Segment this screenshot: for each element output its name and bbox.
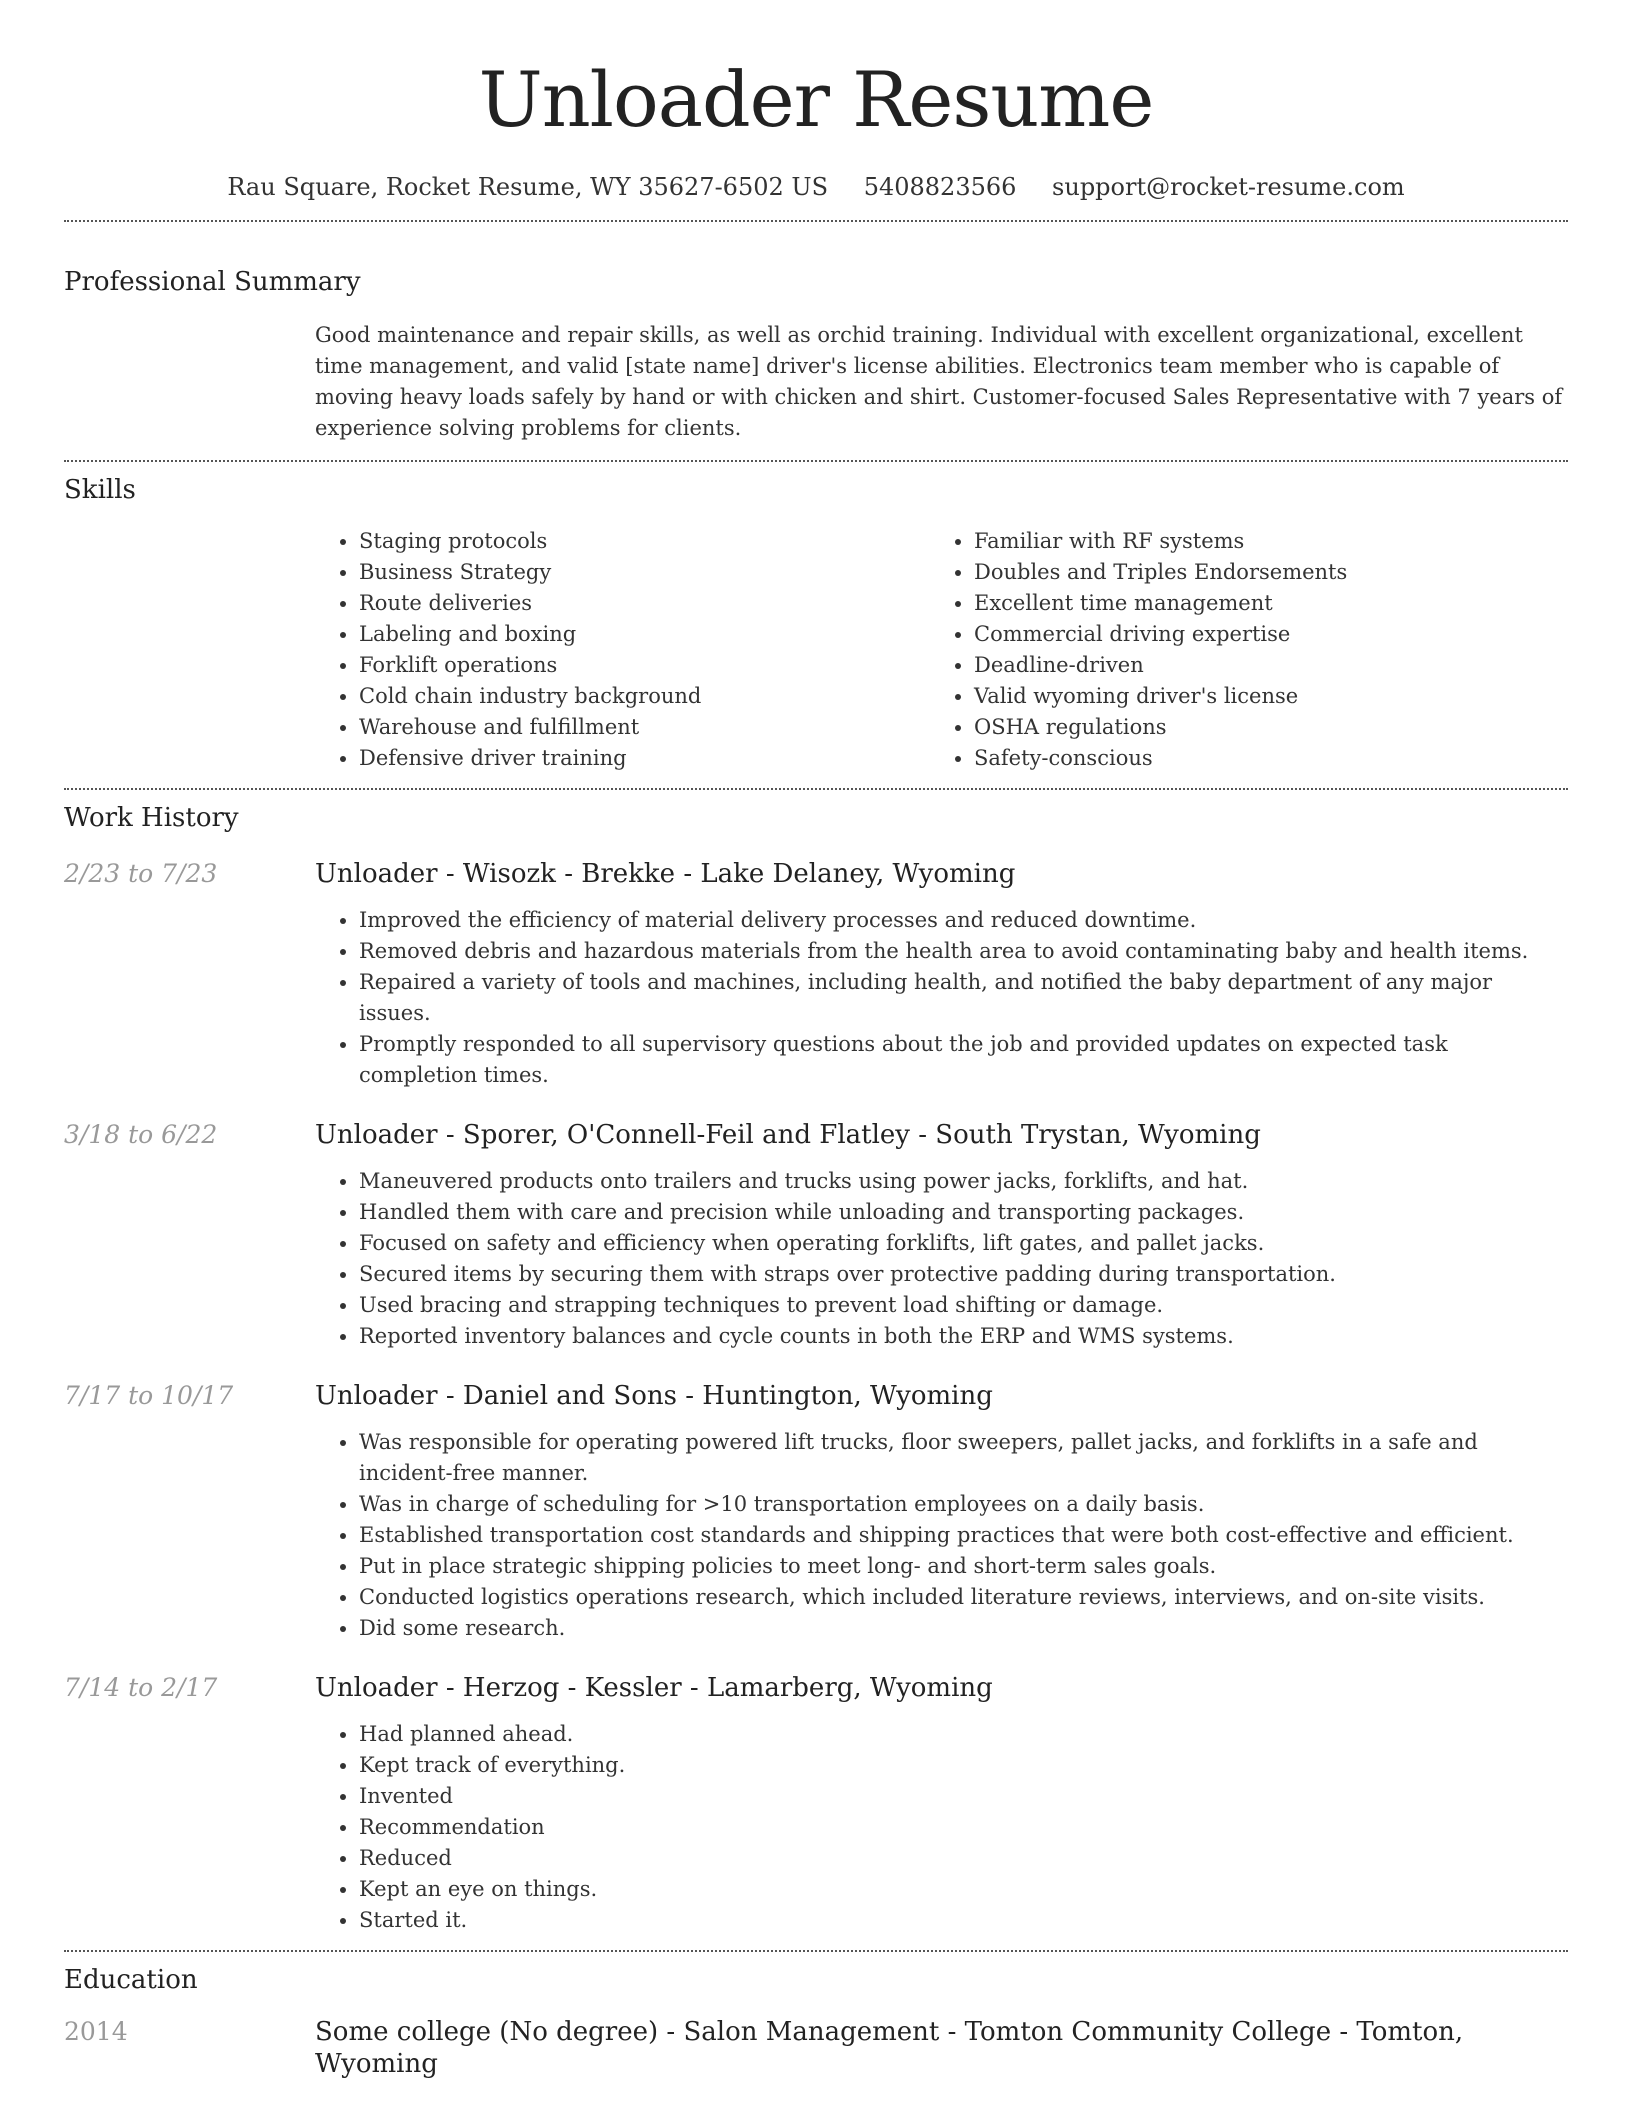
skill-item: • Labeling and boxing [359,619,930,650]
job-title: Unloader - Daniel and Sons - Huntington, Wyoming [315,1381,993,1411]
job-bullet: • Repaired a variety of tools and machines, including health, and notified the baby department of any major issues. [359,967,1568,1029]
skill-item: • Warehouse and fulfillment [359,712,930,743]
job-date: 2/23 to 7/23 [64,859,218,888]
skill-item: • Excellent time management [974,588,1545,619]
skills-heading: Skills [64,475,136,505]
job-bullet: • Kept track of everything. [359,1750,1568,1781]
summary-text: Good maintenance and repair skills, as well as orchid training. Individual with excellent organizational, excellent time management, and valid [state name] driver's license abilities. Electronics team member who is capable of moving heavy loads safely by hand or with chicken and shirt. Customer-focused Sales Representative with 7 years of experience solving problems for clients. [315,323,1563,440]
contact-phone: 5408823566 [863,173,1017,201]
job-bullet: • Was responsible for operating powered lift trucks, floor sweepers, pallet jacks, and forklifts in a safe and incident-free manner. [359,1427,1568,1489]
skill-item: • Staging protocols [359,526,930,557]
divider [64,220,1568,222]
job-bullet: • Used bracing and strapping techniques to prevent load shifting or damage. [359,1290,1568,1321]
skill-item: • Valid wyoming driver's license [974,681,1545,712]
skill-item: • Safety-conscious [974,743,1545,774]
skill-item: • Doubles and Triples Endorsements [974,557,1545,588]
contact-address: Rau Square, Rocket Resume, WY 35627-6502 US [227,173,829,201]
job-title: Unloader - Sporer, O'Connell-Feil and Flatley - South Trystan, Wyoming [315,1120,1261,1150]
work-history [64,858,1568,1950]
job-bullet: • Handled them with care and precision while unloading and transporting packages. [359,1197,1568,1228]
skills-column-right [930,526,1545,774]
skill-item: • Business Strategy [359,557,930,588]
job-bullet: • Promptly responded to all supervisory questions about the job and provided updates on expected task completion times. [359,1029,1568,1091]
skill-item: • OSHA regulations [974,712,1545,743]
job-bullet: • Established transportation cost standards and shipping practices that were both cost-effective and efficient. [359,1520,1568,1551]
job-entry [64,858,1568,1091]
job-entry [64,1380,1568,1644]
job-bullet: • Reported inventory balances and cycle counts in both the ERP and WMS systems. [359,1321,1568,1352]
job-title: Unloader - Herzog - Kessler - Lamarberg, Wyoming [315,1673,993,1703]
summary-heading: Professional Summary [64,267,361,297]
job-bullets [315,1719,1568,1936]
job-bullet: • Improved the efficiency of material delivery processes and reduced downtime. [359,905,1568,936]
job-bullet: • Did some research. [359,1613,1568,1644]
skill-item: • Commercial driving expertise [974,619,1545,650]
job-date: 7/17 to 10/17 [64,1381,234,1410]
resume-title: Unloader Resume [478,55,1154,144]
job-bullet: • Kept an eye on things. [359,1874,1568,1905]
job-body [315,1672,1568,1950]
job-bullet: • Maneuvered products onto trailers and trucks using power jacks, forklifts, and hat. [359,1166,1568,1197]
job-entry [64,1119,1568,1352]
skills-list [315,526,1568,774]
job-bullet: • Conducted logistics operations research, which included literature reviews, interviews, and on-site visits. [359,1582,1568,1613]
skill-item: • Forklift operations [359,650,930,681]
skills-column-left [315,526,930,774]
job-entry [64,1672,1568,1950]
job-bullet: • Reduced [359,1843,1568,1874]
job-bullet: • Recommendation [359,1812,1568,1843]
resume-page [64,0,1568,2080]
job-bullet: • Was in charge of scheduling for >10 transportation employees on a daily basis. [359,1489,1568,1520]
job-date: 7/14 to 2/17 [64,1673,218,1702]
skill-item: • Cold chain industry background [359,681,930,712]
divider [64,460,1568,462]
job-title: Unloader - Wisozk - Brekke - Lake Delaney, Wyoming [315,859,1016,889]
divider [64,788,1568,790]
job-body [315,1380,1568,1644]
job-bullet: • Put in place strategic shipping policies to meet long- and short-term sales goals. [359,1551,1568,1582]
job-bullet: • Started it. [359,1905,1568,1936]
job-bullet: • Removed debris and hazardous materials from the health area to avoid contaminating baby and health items. [359,936,1568,967]
education-title: Some college (No degree) - Salon Management - Tomton Community College - Tomton, Wyoming [315,2017,1464,2079]
education-heading: Education [64,1965,198,1995]
job-bullets [315,905,1568,1091]
divider [64,1950,1568,1952]
job-bullet: • Secured items by securing them with straps over protective padding during transportation. [359,1259,1568,1290]
education-date: 2014 [64,2017,128,2046]
skill-item: • Deadline-driven [974,650,1545,681]
job-body [315,1119,1568,1352]
skill-item: • Defensive driver training [359,743,930,774]
job-bullet: • Focused on safety and efficiency when operating forklifts, lift gates, and pallet jacks. [359,1228,1568,1259]
job-date: 3/18 to 6/22 [64,1120,218,1149]
job-body [315,858,1568,1091]
work-heading: Work History [64,803,239,833]
contact-line [64,172,1568,202]
contact-email: support@rocket-resume.com [1052,173,1405,201]
job-bullets [315,1166,1568,1352]
skill-item: • Familiar with RF systems [974,526,1545,557]
job-bullet: • Invented [359,1781,1568,1812]
job-bullet: • Had planned ahead. [359,1719,1568,1750]
skill-item: • Route deliveries [359,588,930,619]
job-bullets [315,1427,1568,1644]
education-entry [64,2016,1568,2080]
